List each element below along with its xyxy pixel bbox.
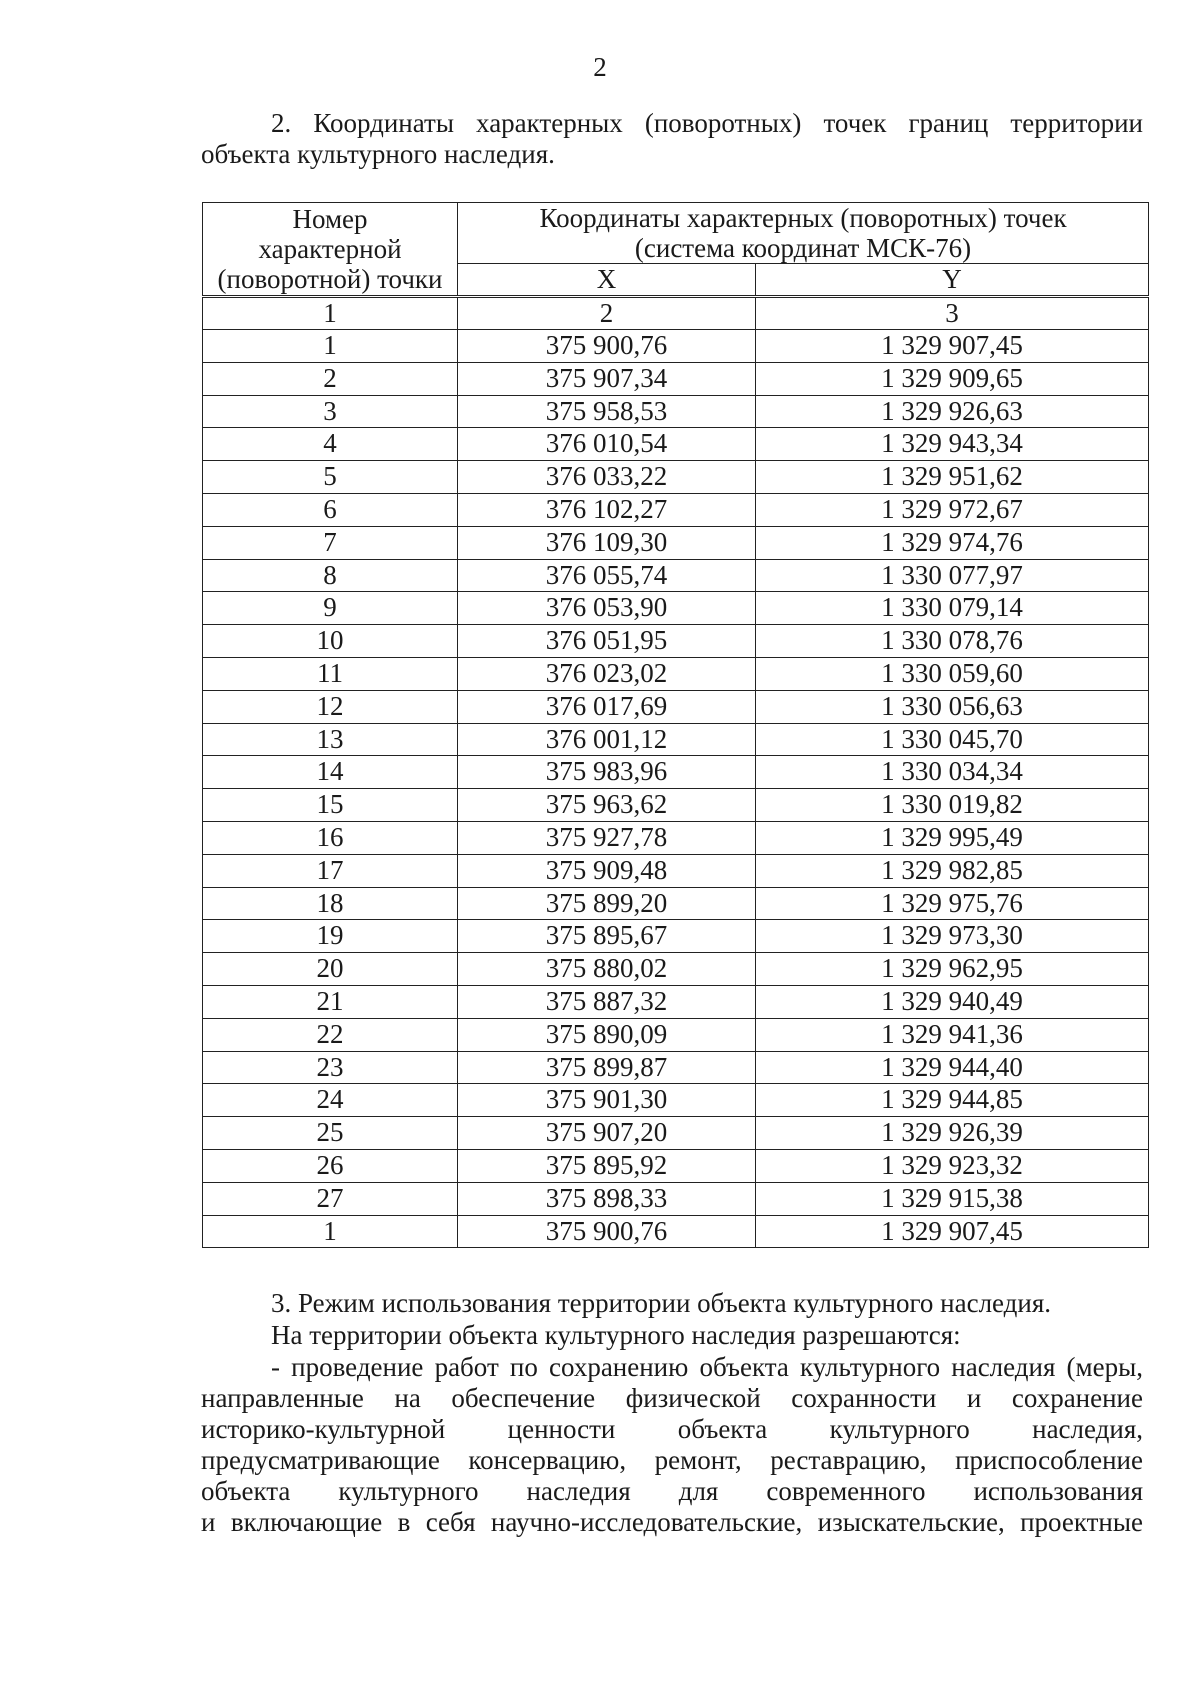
x-coordinate-cell: 375 880,02: [458, 953, 756, 986]
x-coordinate-cell: 375 895,67: [458, 920, 756, 953]
table-row: [203, 1117, 1149, 1150]
point-number-cell: 22: [203, 1018, 458, 1051]
x-coordinate-cell: 375 963,62: [458, 789, 756, 822]
point-number-cell: 1: [203, 1215, 458, 1248]
y-coordinate-cell: 1 329 907,45: [756, 330, 1149, 363]
table-row: [203, 362, 1149, 395]
y-coordinate-cell: 1 329 944,85: [756, 1084, 1149, 1117]
y-coordinate-cell: 1 329 941,36: [756, 1018, 1149, 1051]
column-number: 1: [203, 297, 458, 330]
header-coordinates: [458, 203, 1149, 264]
x-coordinate-cell: 376 033,22: [458, 461, 756, 494]
table-row: [203, 1051, 1149, 1084]
point-number-cell: 23: [203, 1051, 458, 1084]
y-coordinate-cell: 1 330 077,97: [756, 559, 1149, 592]
y-coordinate-cell: 1 330 045,70: [756, 723, 1149, 756]
x-coordinate-cell: 376 023,02: [458, 657, 756, 690]
table-row: [203, 887, 1149, 920]
x-coordinate-cell: 376 001,12: [458, 723, 756, 756]
point-number-cell: 20: [203, 953, 458, 986]
y-coordinate-cell: 1 330 078,76: [756, 625, 1149, 658]
body-line: объекта культурного наследия для современного использования: [201, 1476, 1143, 1506]
section-3-intro: На территории объекта культурного наследия разрешаются:: [271, 1320, 961, 1350]
point-number-cell: 19: [203, 920, 458, 953]
table-row: [203, 526, 1149, 559]
table-row: [203, 1215, 1149, 1248]
x-coordinate-cell: 375 900,76: [458, 1215, 756, 1248]
point-number-cell: 18: [203, 887, 458, 920]
x-coordinate-cell: 375 895,92: [458, 1149, 756, 1182]
y-coordinate-cell: 1 329 944,40: [756, 1051, 1149, 1084]
point-number-cell: 9: [203, 592, 458, 625]
table-row: [203, 1084, 1149, 1117]
column-number: 2: [458, 297, 756, 330]
header-point-number-line-2: характерной: [258, 234, 402, 264]
y-coordinate-cell: 1 329 972,67: [756, 493, 1149, 526]
point-number-cell: 4: [203, 428, 458, 461]
header-y: Y: [756, 264, 1149, 297]
y-coordinate-cell: 1 329 951,62: [756, 461, 1149, 494]
table-row: [203, 428, 1149, 461]
body-line: - проведение работ по сохранению объекта культурного наследия (меры,: [271, 1352, 1143, 1382]
y-coordinate-cell: 1 329 962,95: [756, 953, 1149, 986]
point-number-cell: 5: [203, 461, 458, 494]
y-coordinate-cell: 1 329 982,85: [756, 854, 1149, 887]
x-coordinate-cell: 375 901,30: [458, 1084, 756, 1117]
x-coordinate-cell: 375 907,34: [458, 362, 756, 395]
point-number-cell: 6: [203, 493, 458, 526]
point-number-cell: 1: [203, 330, 458, 363]
table-row: [203, 493, 1149, 526]
header-x: X: [458, 264, 756, 297]
x-coordinate-cell: 375 899,87: [458, 1051, 756, 1084]
x-coordinate-cell: 375 900,76: [458, 330, 756, 363]
x-coordinate-cell: 376 051,95: [458, 625, 756, 658]
y-coordinate-cell: 1 329 940,49: [756, 985, 1149, 1018]
section-2-heading-line-1: 2. Координаты характерных (поворотных) точек границ территории: [271, 108, 1143, 138]
y-coordinate-cell: 1 329 915,38: [756, 1182, 1149, 1215]
table-row: [203, 985, 1149, 1018]
y-coordinate-cell: 1 329 926,63: [756, 395, 1149, 428]
table-row: [203, 330, 1149, 363]
header-point-number: [203, 203, 458, 297]
y-coordinate-cell: 1 329 926,39: [756, 1117, 1149, 1150]
table-row: [203, 756, 1149, 789]
x-coordinate-cell: 375 927,78: [458, 821, 756, 854]
header-point-number-line-3: (поворотной) точки: [217, 264, 443, 294]
point-number-cell: 11: [203, 657, 458, 690]
table-row: [203, 1182, 1149, 1215]
point-number-cell: 14: [203, 756, 458, 789]
column-number-row: [203, 297, 1149, 330]
header-point-number-line-1: Номер: [292, 204, 368, 234]
section-2-heading-line-2: объекта культурного наследия.: [201, 139, 555, 169]
y-coordinate-cell: 1 329 995,49: [756, 821, 1149, 854]
x-coordinate-cell: 376 055,74: [458, 559, 756, 592]
x-coordinate-cell: 375 958,53: [458, 395, 756, 428]
table-row: [203, 559, 1149, 592]
table-row: [203, 592, 1149, 625]
y-coordinate-cell: 1 329 974,76: [756, 526, 1149, 559]
column-number: 3: [756, 297, 1149, 330]
point-number-cell: 8: [203, 559, 458, 592]
table-row: [203, 953, 1149, 986]
x-coordinate-cell: 376 010,54: [458, 428, 756, 461]
table-row: [203, 690, 1149, 723]
point-number-cell: 15: [203, 789, 458, 822]
table-row: [203, 854, 1149, 887]
table-row: [203, 1149, 1149, 1182]
point-number-cell: 16: [203, 821, 458, 854]
table-row: [203, 723, 1149, 756]
point-number-cell: 7: [203, 526, 458, 559]
table-row: [203, 461, 1149, 494]
table-row: [203, 625, 1149, 658]
header-coordinates-line-1: Координаты характерных (поворотных) точек: [539, 203, 1067, 233]
body-line: предусматривающие консервацию, ремонт, реставрацию, приспособление: [201, 1445, 1143, 1475]
x-coordinate-cell: 375 887,32: [458, 985, 756, 1018]
y-coordinate-cell: 1 330 019,82: [756, 789, 1149, 822]
y-coordinate-cell: 1 329 973,30: [756, 920, 1149, 953]
y-coordinate-cell: 1 330 056,63: [756, 690, 1149, 723]
body-line: направленные на обеспечение физической сохранности и сохранение: [201, 1383, 1143, 1413]
x-coordinate-cell: 375 898,33: [458, 1182, 756, 1215]
section-3-title: 3. Режим использования территории объекта культурного наследия.: [271, 1288, 1052, 1318]
y-coordinate-cell: 1 329 975,76: [756, 887, 1149, 920]
body-line: историко-культурной ценности объекта культурного наследия,: [201, 1414, 1143, 1444]
y-coordinate-cell: 1 329 909,65: [756, 362, 1149, 395]
x-coordinate-cell: 375 899,20: [458, 887, 756, 920]
point-number-cell: 10: [203, 625, 458, 658]
point-number-cell: 24: [203, 1084, 458, 1117]
table-row: [203, 1018, 1149, 1051]
point-number-cell: 13: [203, 723, 458, 756]
y-coordinate-cell: 1 330 034,34: [756, 756, 1149, 789]
table-row: [203, 821, 1149, 854]
y-coordinate-cell: 1 330 059,60: [756, 657, 1149, 690]
x-coordinate-cell: 376 053,90: [458, 592, 756, 625]
point-number-cell: 17: [203, 854, 458, 887]
header-coordinates-line-2: (система координат МСК-76): [634, 233, 972, 263]
table-row: [203, 920, 1149, 953]
point-number-cell: 12: [203, 690, 458, 723]
point-number-cell: 3: [203, 395, 458, 428]
x-coordinate-cell: 375 983,96: [458, 756, 756, 789]
x-coordinate-cell: 375 907,20: [458, 1117, 756, 1150]
coordinates-table: [202, 202, 1149, 1248]
point-number-cell: 26: [203, 1149, 458, 1182]
x-coordinate-cell: 376 017,69: [458, 690, 756, 723]
point-number-cell: 21: [203, 985, 458, 1018]
page-number: 2: [593, 52, 607, 82]
y-coordinate-cell: 1 330 079,14: [756, 592, 1149, 625]
x-coordinate-cell: 376 102,27: [458, 493, 756, 526]
section-3-body: [201, 1352, 1143, 1538]
point-number-cell: 27: [203, 1182, 458, 1215]
table-row: [203, 395, 1149, 428]
y-coordinate-cell: 1 329 923,32: [756, 1149, 1149, 1182]
x-coordinate-cell: 375 890,09: [458, 1018, 756, 1051]
y-coordinate-cell: 1 329 907,45: [756, 1215, 1149, 1248]
body-line: и включающие в себя научно-исследовательские, изыскательские, проектные: [201, 1507, 1143, 1537]
table-row: [203, 789, 1149, 822]
section-2-heading: [201, 108, 1143, 170]
table-row: [203, 657, 1149, 690]
x-coordinate-cell: 376 109,30: [458, 526, 756, 559]
x-coordinate-cell: 375 909,48: [458, 854, 756, 887]
point-number-cell: 2: [203, 362, 458, 395]
y-coordinate-cell: 1 329 943,34: [756, 428, 1149, 461]
point-number-cell: 25: [203, 1117, 458, 1150]
